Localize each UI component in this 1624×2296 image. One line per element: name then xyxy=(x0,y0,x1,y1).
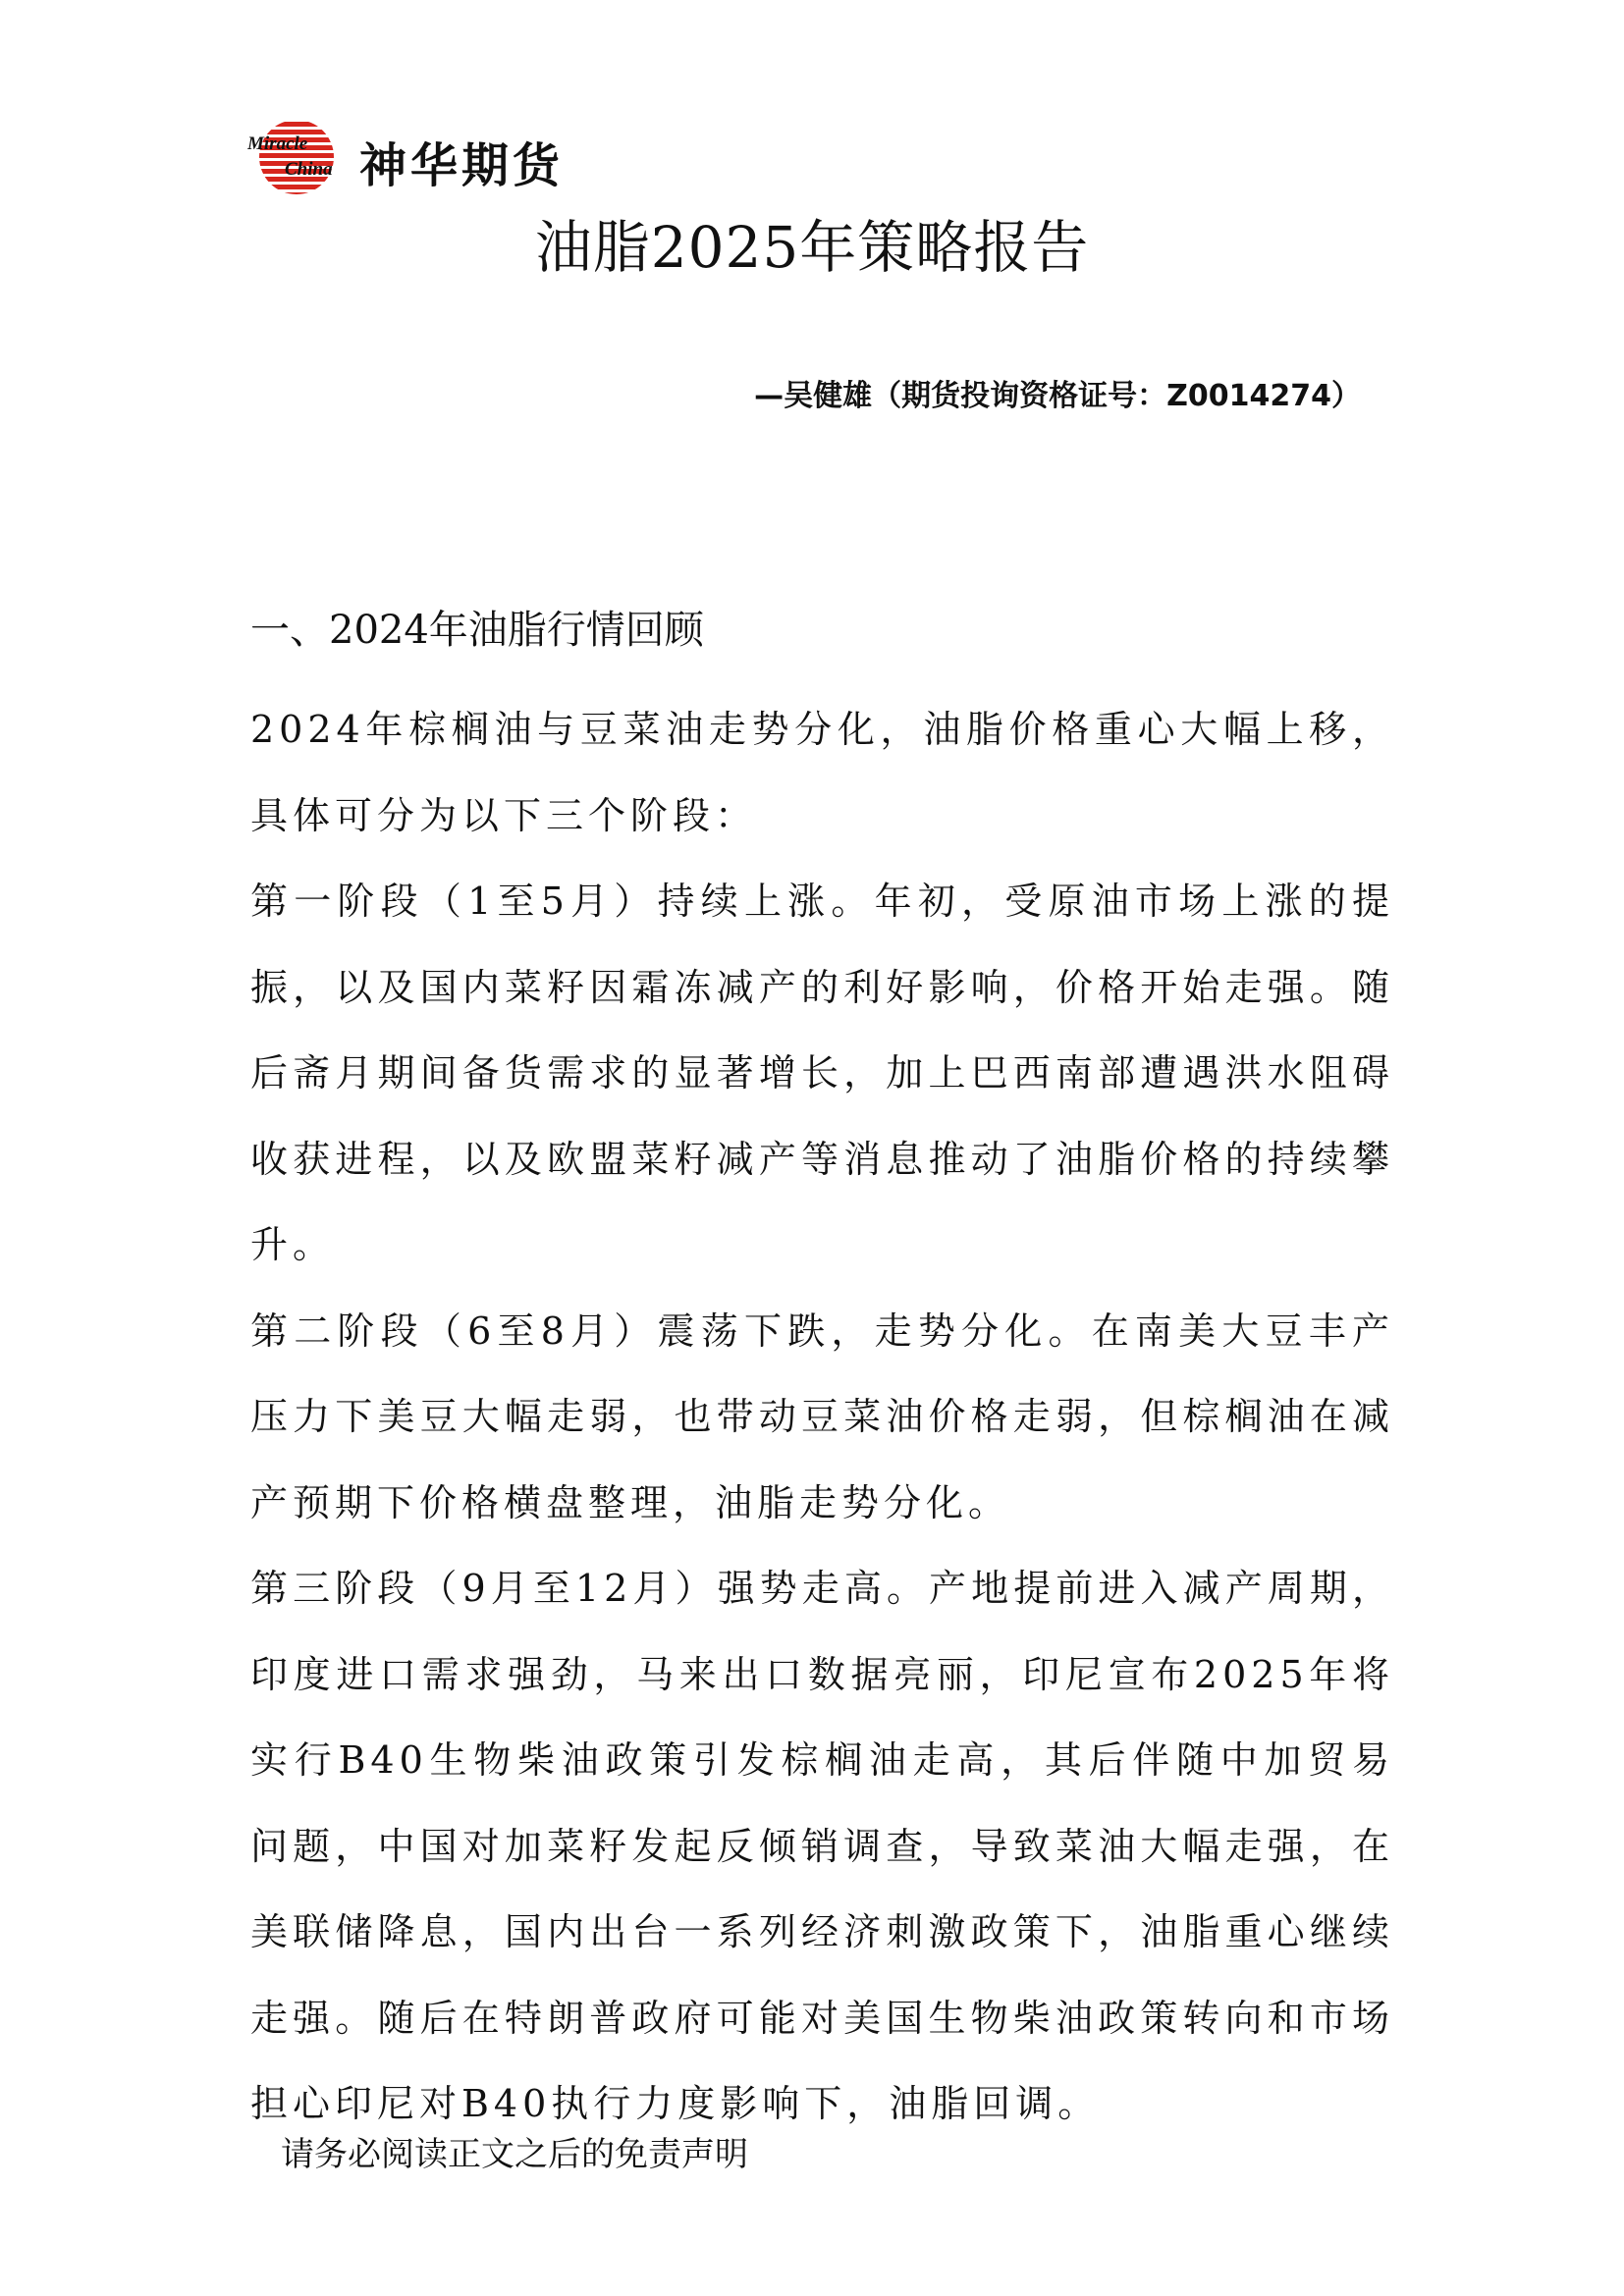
paragraph-stage-3: 第三阶段（9月至12月）强势走高。产地提前进入减产周期，印度进口需求强劲，马来出口数据亮丽，印尼宣布2025年将实行B40生物柴油政策引发棕榈油走高，其后伴随中加贸易问题，中国对加菜籽发起反倾销调查，导致菜油大幅走强，在美联储降息，国内出台一系列经济刺激政策下，油脂重心继续走强。随后在特朗普政府可能对美国生物柴油政策转向和市场担心印尼对B40执行力度影响下，油脂回调。 xyxy=(250,1567,1394,2125)
paragraph-stage-2: 第二阶段（6至8月）震荡下跌，走势分化。在南美大豆丰产压力下美豆大幅走弱，也带动豆菜油价格走弱，但棕榈油在减产预期下价格横盘整理，油脂走势分化。 xyxy=(250,1308,1394,1524)
svg-text:China: China xyxy=(285,159,333,180)
disclaimer-footer: 请务必阅读正文之后的免责声明 xyxy=(281,2135,748,2174)
paragraph-stage-1: 第一阶段（1至5月）持续上涨。年初，受原油市场上涨的提振，以及国内菜籽因霜冻减产的利好影响，价格开始走强。随后斋月期间备货需求的显著增长，加上巴西南部遭遇洪水阻碍收获进程，以及欧盟菜籽减产等消息推动了油脂价格的持续攀升。 xyxy=(250,880,1394,1266)
author-line: —吴健雄（期货投询资格证号：Z0014274） xyxy=(754,379,1361,413)
company-name: 神华期货 xyxy=(359,138,565,193)
company-logo xyxy=(247,116,601,199)
document-title: 油脂2025年策略报告 xyxy=(534,214,1090,281)
miracle-china-logo-icon xyxy=(247,116,346,199)
paragraph-intro: 2024年棕榈油与豆菜油走势分化，油脂价格重心大幅上移，具体可分为以下三个阶段： xyxy=(250,708,1394,837)
section-heading: 一、2024年油脂行情回顾 xyxy=(250,608,704,653)
svg-text:Miracle: Miracle xyxy=(247,133,308,154)
section-body xyxy=(250,687,1394,2148)
